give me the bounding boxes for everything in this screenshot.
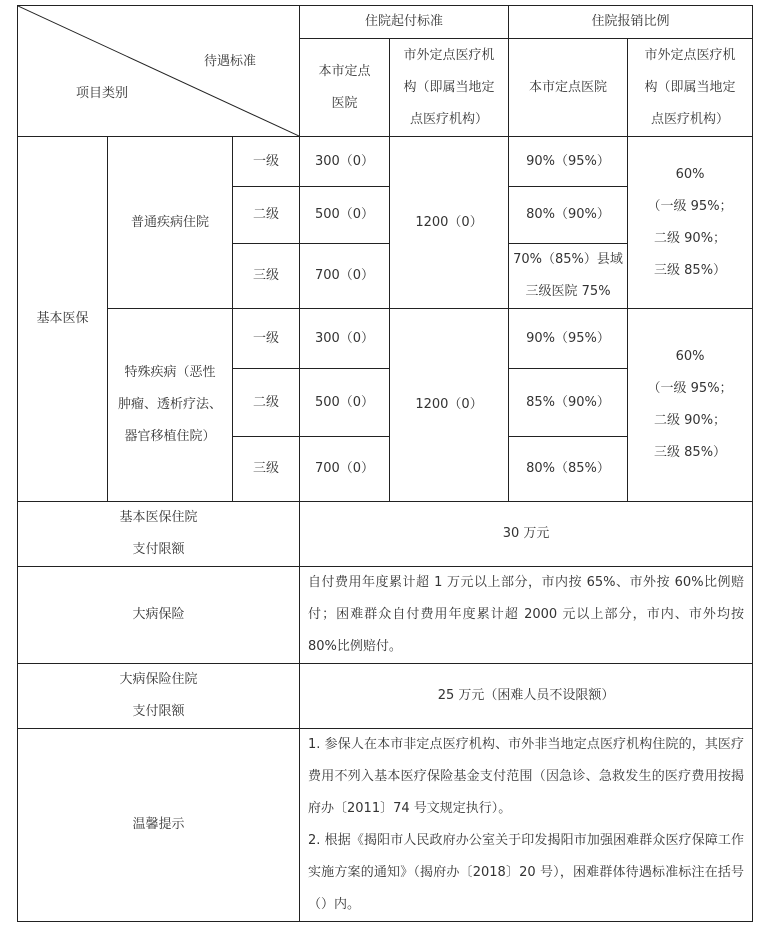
- threshold: 700（0）: [300, 437, 390, 502]
- ratio: 70%（85%）县域 三级医院 75%: [509, 244, 628, 309]
- general-label: 普通疾病住院: [108, 137, 233, 309]
- outside-ratio: 60% （一级 95%； 二级 90%； 三级 85%）: [628, 137, 753, 309]
- level: 一级: [233, 309, 300, 369]
- sub-header-outside-ratio: 市外定点医疗机 构（即属当地定 点医疗机构）: [628, 39, 753, 137]
- ratio: 90%（95%）: [509, 137, 628, 187]
- threshold: 300（0）: [300, 309, 390, 369]
- corner-top-label: 待遇标准: [204, 54, 257, 69]
- outside-threshold: 1200（0）: [390, 137, 509, 309]
- threshold: 500（0）: [300, 369, 390, 437]
- level: 三级: [233, 244, 300, 309]
- threshold: 300（0）: [300, 137, 390, 187]
- level: 一级: [233, 137, 300, 187]
- tip-item: 1. 参保人在本市非定点医疗机构、市外非当地定点医疗机构住院的，其医疗费用不列入基本医疗保险基金支付范围（因急诊、急救发生的医疗费用按揭府办〔2011〕74 号文规定执行）。: [308, 737, 745, 816]
- corner-bottom-label: 项目类别: [76, 86, 129, 101]
- ratio: 80%（85%）: [509, 437, 628, 502]
- serious-limit-label: 大病保险住院 支付限额: [18, 664, 300, 729]
- tip-item: 2. 根据《揭阳市人民政府办公室关于印发揭阳市加强困难群众医疗保障工作实施方案的通知》（揭府办〔2018〕20 号），困难群体待遇标准标注在括号（）内。: [308, 833, 745, 912]
- level: 二级: [233, 187, 300, 244]
- diagonal-line: [18, 6, 299, 136]
- limit-label: 基本医保住院 支付限额: [18, 502, 300, 567]
- limit-value: 30 万元: [300, 502, 753, 567]
- serious-value: 自付费用年度累计超 1 万元以上部分，市内按 65%、市外按 60%比例赔付；困难群众自付费用年度累计超 2000 元以上部分，市内、市外均按 80%比例赔付。: [300, 567, 753, 664]
- level: 三级: [233, 437, 300, 502]
- special-label: 特殊疾病（恶性 肿瘤、透析疗法、 器官移植住院）: [108, 309, 233, 502]
- serious-limit-value: 25 万元（困难人员不设限额）: [300, 664, 753, 729]
- tips-label: 温馨提示: [18, 729, 300, 922]
- sub-header-outside: 市外定点医疗机 构（即属当地定 点医疗机构）: [390, 39, 509, 137]
- tips-content: [300, 729, 753, 922]
- threshold: 700（0）: [300, 244, 390, 309]
- sub-header-local: 本市定点 医院: [300, 39, 390, 137]
- sub-header-local-ratio: 本市定点医院: [509, 39, 628, 137]
- level: 二级: [233, 369, 300, 437]
- outside-ratio: 60% （一级 95%； 二级 90%； 三级 85%）: [628, 309, 753, 502]
- outside-threshold: 1200（0）: [390, 309, 509, 502]
- threshold: 500（0）: [300, 187, 390, 244]
- serious-label: 大病保险: [18, 567, 300, 664]
- ratio: 90%（95%）: [509, 309, 628, 369]
- ratio: 80%（90%）: [509, 187, 628, 244]
- group-threshold: 住院起付标准: [300, 6, 509, 39]
- corner-header: [18, 6, 300, 137]
- medical-insurance-table: [17, 5, 753, 922]
- basic-label: 基本医保: [18, 137, 108, 502]
- ratio: 85%（90%）: [509, 369, 628, 437]
- group-ratio: 住院报销比例: [509, 6, 753, 39]
